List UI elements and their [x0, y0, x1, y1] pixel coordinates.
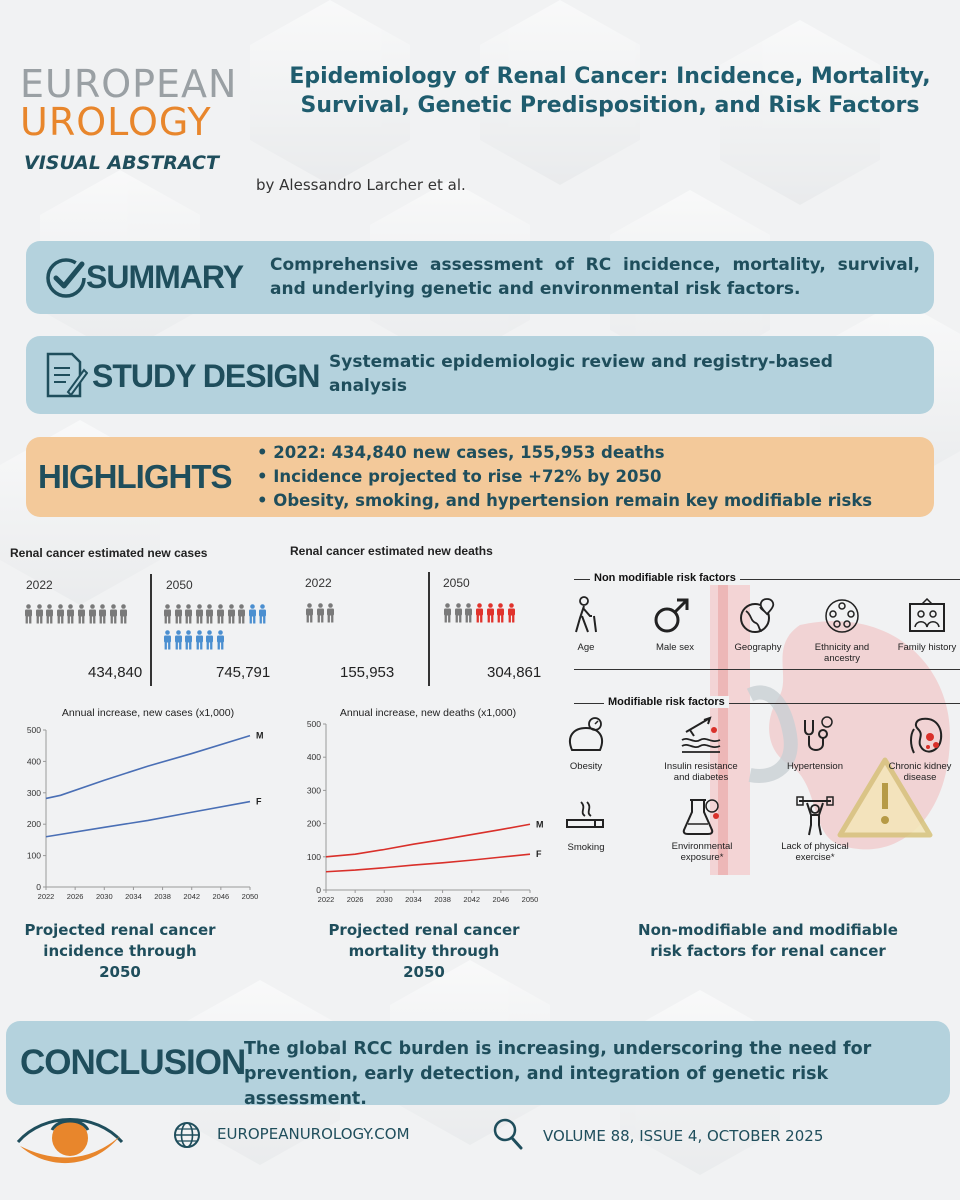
rf-label-family-history: Family history	[897, 642, 957, 653]
person-icon	[464, 603, 473, 627]
y-tick-label: 100	[26, 850, 41, 861]
chart-title: Annual increase, new deaths (x1,000)	[339, 707, 517, 719]
person-icon	[195, 630, 204, 654]
person-icon	[88, 604, 97, 628]
rf-label-hypertension: Hypertension	[787, 761, 843, 772]
person-icon	[248, 604, 257, 628]
highlight-item: • Obesity, smoking, and hypertension remain key modifiable risks	[257, 489, 927, 513]
geography-icon	[738, 597, 776, 635]
chronic-kidney-disease-icon	[908, 715, 948, 757]
x-tick-label: 2026	[346, 895, 364, 904]
y-tick-label: 0	[36, 882, 41, 892]
deaths-value-2022: 155,953	[340, 664, 395, 681]
x-tick-label: 2050	[521, 895, 539, 904]
cases-year-2050: 2050	[166, 578, 193, 592]
x-tick-label: 2030	[375, 895, 393, 904]
search-icon	[492, 1117, 524, 1151]
person-icon	[109, 604, 118, 628]
x-tick-label: 2034	[405, 895, 422, 904]
x-tick-label: 2042	[463, 895, 481, 904]
conclusion-heading: CONCLUSION	[20, 1043, 246, 1082]
summary-panel	[26, 241, 934, 314]
summary-heading: SUMMARY	[86, 259, 244, 295]
caption-risk-factors: Non-modifiable and modifiable risk factors for renal cancer	[638, 921, 898, 960]
rf-label-chronic-kidney-disease: Chronic kidney disease	[888, 761, 952, 783]
x-tick-label: 2022	[317, 895, 335, 904]
age-icon	[570, 596, 604, 634]
person-icon	[486, 603, 495, 627]
rf-line-mid	[574, 669, 960, 670]
cases-value-2022: 434,840	[88, 664, 143, 681]
series-line-F	[326, 854, 530, 872]
non-modifiable-heading: Non modifiable risk factors	[590, 572, 740, 584]
person-icon	[227, 604, 236, 628]
person-icon	[119, 604, 128, 628]
series-label: M	[536, 819, 544, 830]
person-icon	[35, 604, 44, 628]
x-tick-label: 2022	[37, 892, 55, 901]
brand-line-european: EUROPEAN	[20, 62, 238, 106]
rf-label-smoking: Smoking	[567, 842, 605, 853]
x-tick-label: 2038	[154, 892, 171, 901]
person-icon	[195, 604, 204, 628]
deaths-divider	[428, 572, 430, 686]
x-tick-label: 2038	[434, 895, 451, 904]
rf-label-insulin-diabetes: Insulin resistance and diabetes	[664, 761, 738, 783]
y-tick-label: 100	[306, 851, 321, 862]
caption-incidence: Projected renal cancer incidence through 2050	[24, 921, 216, 981]
cases-divider	[150, 574, 152, 686]
smoking-icon	[565, 798, 607, 834]
study-design-panel	[26, 336, 934, 414]
eye-logo-icon	[14, 1108, 126, 1174]
series-line-M	[46, 736, 250, 799]
person-icon	[45, 604, 54, 628]
cases-value-2050: 745,791	[216, 664, 271, 681]
chart-title: Annual increase, new cases (x1,000)	[61, 707, 235, 719]
incidence-line-chart	[20, 704, 280, 909]
brand-line-urology: UROLOGY	[20, 100, 212, 144]
person-icon	[258, 604, 267, 628]
person-icon	[443, 603, 452, 627]
person-icon	[184, 630, 193, 654]
rf-label-ethnicity: Ethnicity and ancestry	[814, 642, 870, 664]
volume-issue: VOLUME 88, ISSUE 4, OCTOBER 2025	[543, 1127, 824, 1145]
obesity-icon	[566, 716, 606, 756]
y-tick-label: 500	[306, 719, 321, 729]
study-design-text: Systematic epidemiologic review and registry-based analysis	[329, 352, 833, 396]
person-icon	[454, 603, 463, 627]
series-line-F	[46, 802, 250, 837]
series-line-M	[326, 824, 530, 857]
y-tick-label: 400	[306, 752, 321, 763]
deaths-year-2022: 2022	[305, 576, 332, 590]
person-icon	[24, 604, 33, 628]
environmental-exposure-icon	[682, 796, 722, 836]
y-tick-label: 300	[306, 785, 321, 796]
authors: by Alessandro Larcher et al.	[256, 176, 466, 194]
rf-label-obesity: Obesity	[569, 761, 603, 772]
cases-title: Renal cancer estimated new cases	[10, 546, 208, 560]
y-tick-label: 200	[26, 819, 41, 830]
check-badge-icon	[44, 256, 88, 300]
person-icon	[507, 603, 516, 627]
ethnicity-icon	[823, 597, 861, 635]
rf-label-male-sex: Male sex	[655, 642, 694, 653]
highlights-list	[257, 441, 927, 513]
family-history-icon	[908, 598, 946, 634]
x-tick-label: 2042	[183, 892, 201, 901]
page-title: Epidemiology of Renal Cancer: Incidence, Mortality, Survival, Genetic Predisposition, and Risk Factors	[289, 64, 931, 118]
x-tick-label: 2050	[241, 892, 259, 901]
series-label: F	[536, 849, 542, 860]
rf-label-physical-exercise: Lack of physical exercise*	[781, 841, 849, 863]
highlights-panel	[26, 437, 934, 517]
person-icon	[316, 603, 325, 627]
cases-year-2022: 2022	[26, 578, 53, 592]
series-label: M	[256, 730, 264, 741]
x-tick-label: 2030	[95, 892, 113, 901]
summary-text: Comprehensive assessment of RC incidence, mortality, survival, and underlying genetic and environmental risk factors.	[270, 255, 920, 299]
insulin-diabetes-icon	[680, 716, 722, 756]
person-icon	[305, 603, 314, 627]
x-tick-label: 2046	[212, 892, 230, 901]
physical-exercise-icon	[795, 795, 835, 837]
person-icon	[163, 630, 172, 654]
conclusion-panel	[6, 1021, 950, 1109]
deaths-year-2050: 2050	[443, 576, 470, 590]
y-tick-label: 200	[306, 818, 321, 829]
x-tick-label: 2034	[125, 892, 142, 901]
y-tick-label: 300	[26, 787, 41, 798]
person-icon	[216, 604, 225, 628]
person-icon	[326, 603, 335, 627]
modifiable-heading: Modifiable risk factors	[604, 696, 729, 708]
person-icon	[163, 604, 172, 628]
rf-label-environmental-exposure: Environmental exposure*	[671, 841, 733, 863]
person-icon	[184, 604, 193, 628]
hypertension-icon	[797, 716, 835, 756]
conclusion-text: The global RCC burden is increasing, underscoring the need for prevention, early detection, and integration of genetic risk assessment.	[244, 1039, 872, 1109]
person-icon	[216, 630, 225, 654]
person-icon	[77, 604, 86, 628]
highlight-item: • Incidence projected to rise +72% by 2050	[257, 465, 927, 489]
person-icon	[66, 604, 75, 628]
document-pen-icon	[42, 350, 88, 400]
visual-abstract-label: VISUAL ABSTRACT	[24, 152, 219, 174]
x-tick-label: 2026	[66, 892, 84, 901]
y-tick-label: 0	[316, 885, 321, 895]
rf-label-geography: Geography	[734, 642, 782, 653]
person-icon	[496, 603, 505, 627]
deaths-value-2050: 304,861	[487, 664, 542, 681]
person-icon	[475, 603, 484, 627]
person-icon	[205, 630, 214, 654]
highlight-item: • 2022: 434,840 new cases, 155,953 deaths	[257, 441, 927, 465]
male-sex-icon	[652, 597, 692, 635]
rf-label-age: Age	[577, 642, 595, 653]
person-icon	[205, 604, 214, 628]
deaths-title: Renal cancer estimated new deaths	[290, 544, 493, 558]
x-tick-label: 2046	[492, 895, 510, 904]
person-icon	[174, 604, 183, 628]
caption-mortality: Projected renal cancer mortality through 2050	[328, 921, 520, 981]
y-tick-label: 400	[26, 756, 41, 767]
person-icon	[174, 630, 183, 654]
y-tick-label: 500	[26, 725, 41, 735]
study-design-heading: STUDY DESIGN	[92, 358, 320, 394]
mortality-line-chart	[296, 704, 546, 909]
highlights-heading: HIGHLIGHTS	[38, 458, 232, 495]
website-link[interactable]: EUROPEANUROLOGY.COM	[217, 1125, 410, 1143]
globe-icon	[172, 1120, 202, 1150]
person-icon	[56, 604, 65, 628]
person-icon	[98, 604, 107, 628]
series-label: F	[256, 796, 262, 807]
person-icon	[237, 604, 246, 628]
